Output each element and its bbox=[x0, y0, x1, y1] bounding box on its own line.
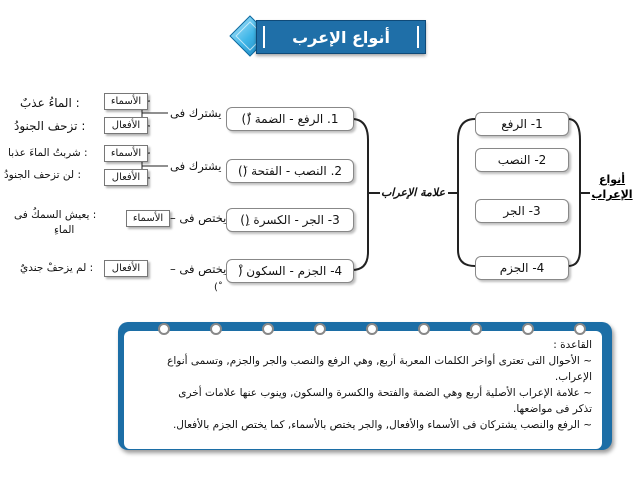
tag-verbs-jazm bbox=[104, 260, 148, 277]
type-box-nasb bbox=[475, 148, 569, 172]
sign-box-jazm bbox=[226, 259, 354, 283]
relation-jazm: يختص فى – bbox=[170, 262, 227, 276]
type-jazm-label: 4- الجزم bbox=[499, 261, 545, 275]
types-heading-text: أنواع الإعراب bbox=[591, 173, 633, 201]
rule-line-1: ~ الأحوال التى تعترى أواخر الكلمات المعربة أربع, وهي الرفع والنصب والجر والجزم, وتسمى أنواع bbox=[167, 355, 592, 367]
example-raf-noun: : الماءُ عذبٌ bbox=[20, 96, 80, 110]
tag-names-raf bbox=[104, 93, 148, 110]
sign-box-jarr bbox=[226, 208, 354, 232]
tag-verbs-jazm-text: الأفعال bbox=[111, 263, 141, 274]
binder-ring bbox=[522, 323, 534, 335]
type-raf-label: 1- الرفع bbox=[501, 117, 543, 131]
sign-jazm-label: 4- الجزم - السكون (ْ bbox=[237, 264, 343, 278]
type-nasb-label: 2- النصب bbox=[497, 153, 547, 167]
binder-ring bbox=[366, 323, 378, 335]
relation-raf: يشترك فى bbox=[170, 106, 222, 120]
binder-ring bbox=[574, 323, 586, 335]
tag-verbs-raf bbox=[104, 117, 148, 134]
example-raf-verb: : تزحف الجنودُ bbox=[14, 119, 86, 133]
example-jazm: : لم يزحفْ جنديٌ bbox=[20, 262, 94, 274]
binder-ring bbox=[158, 323, 170, 335]
example-jarr-line1: : يعيش السمكُ فى bbox=[14, 209, 97, 221]
binder-ring bbox=[210, 323, 222, 335]
sign-box-raf bbox=[226, 107, 354, 131]
tag-names-nasb bbox=[104, 145, 148, 162]
rule-heading: القاعدة : bbox=[553, 339, 592, 351]
binder-ring bbox=[418, 323, 430, 335]
rule-line-2: الإعراب. bbox=[554, 371, 592, 383]
sign-jarr-label: 3- الجر - الكسرة (ِ) bbox=[240, 213, 340, 227]
sign-box-nasb bbox=[226, 159, 354, 183]
rule-text bbox=[130, 337, 592, 433]
tag-names-jarr-text: الأسماء bbox=[132, 213, 164, 224]
title-banner bbox=[228, 14, 432, 58]
tag-names-nasb-text: الأسماء bbox=[110, 148, 142, 159]
sign-nasb-label: 2. النصب - الفتحة (َ) bbox=[237, 164, 343, 178]
tag-names-raf-text: الأسماء bbox=[110, 96, 142, 107]
rule-line-4: تذكر فى مواضعها. bbox=[513, 403, 592, 415]
tag-verbs-raf-text: الأفعال bbox=[111, 120, 141, 131]
stray-sukun-mark: ْ) bbox=[214, 282, 218, 293]
rule-line-3: ~ علامة الإعراب الأصلية أربع وهي الضمة والفتحة والكسرة والسكون, وينوب عنها علامات أخرى bbox=[178, 387, 592, 399]
sign-heading: علامة الإعراب bbox=[380, 186, 446, 199]
example-jarr-line2: الماءِ bbox=[54, 224, 75, 236]
type-box-jarr bbox=[475, 199, 569, 223]
tag-verbs-nasb-text: الأفعال bbox=[111, 172, 141, 183]
type-jarr-label: 3- الجر bbox=[503, 204, 541, 218]
binder-ring bbox=[470, 323, 482, 335]
relation-jarr: يختص فى – bbox=[170, 211, 227, 225]
type-box-raf bbox=[475, 112, 569, 136]
sign-raf-label: 1. الرفع - الضمة (ُ) bbox=[241, 112, 339, 126]
page-title: أنواع الإعرب bbox=[256, 20, 426, 54]
type-box-jazm bbox=[475, 256, 569, 280]
tag-names-jarr bbox=[126, 210, 170, 227]
rule-panel-inner bbox=[124, 331, 602, 449]
tag-verbs-nasb bbox=[104, 169, 148, 186]
binder-ring bbox=[314, 323, 326, 335]
rule-line-5: ~ الرفع والنصب يشتركان فى الأسماء والأفعال, والجر يختص بالأسماء, كما يختص الجزم بالأفعال. bbox=[172, 419, 592, 431]
rule-panel bbox=[118, 322, 612, 450]
example-nasb-verb: : لن تزحف الجنودُ bbox=[4, 169, 81, 181]
binder-ring bbox=[262, 323, 274, 335]
types-heading bbox=[588, 172, 636, 202]
relation-nasb: يشترك فى bbox=[170, 159, 222, 173]
example-nasb-noun: : شربتُ الماءَ عذبا bbox=[8, 147, 88, 159]
